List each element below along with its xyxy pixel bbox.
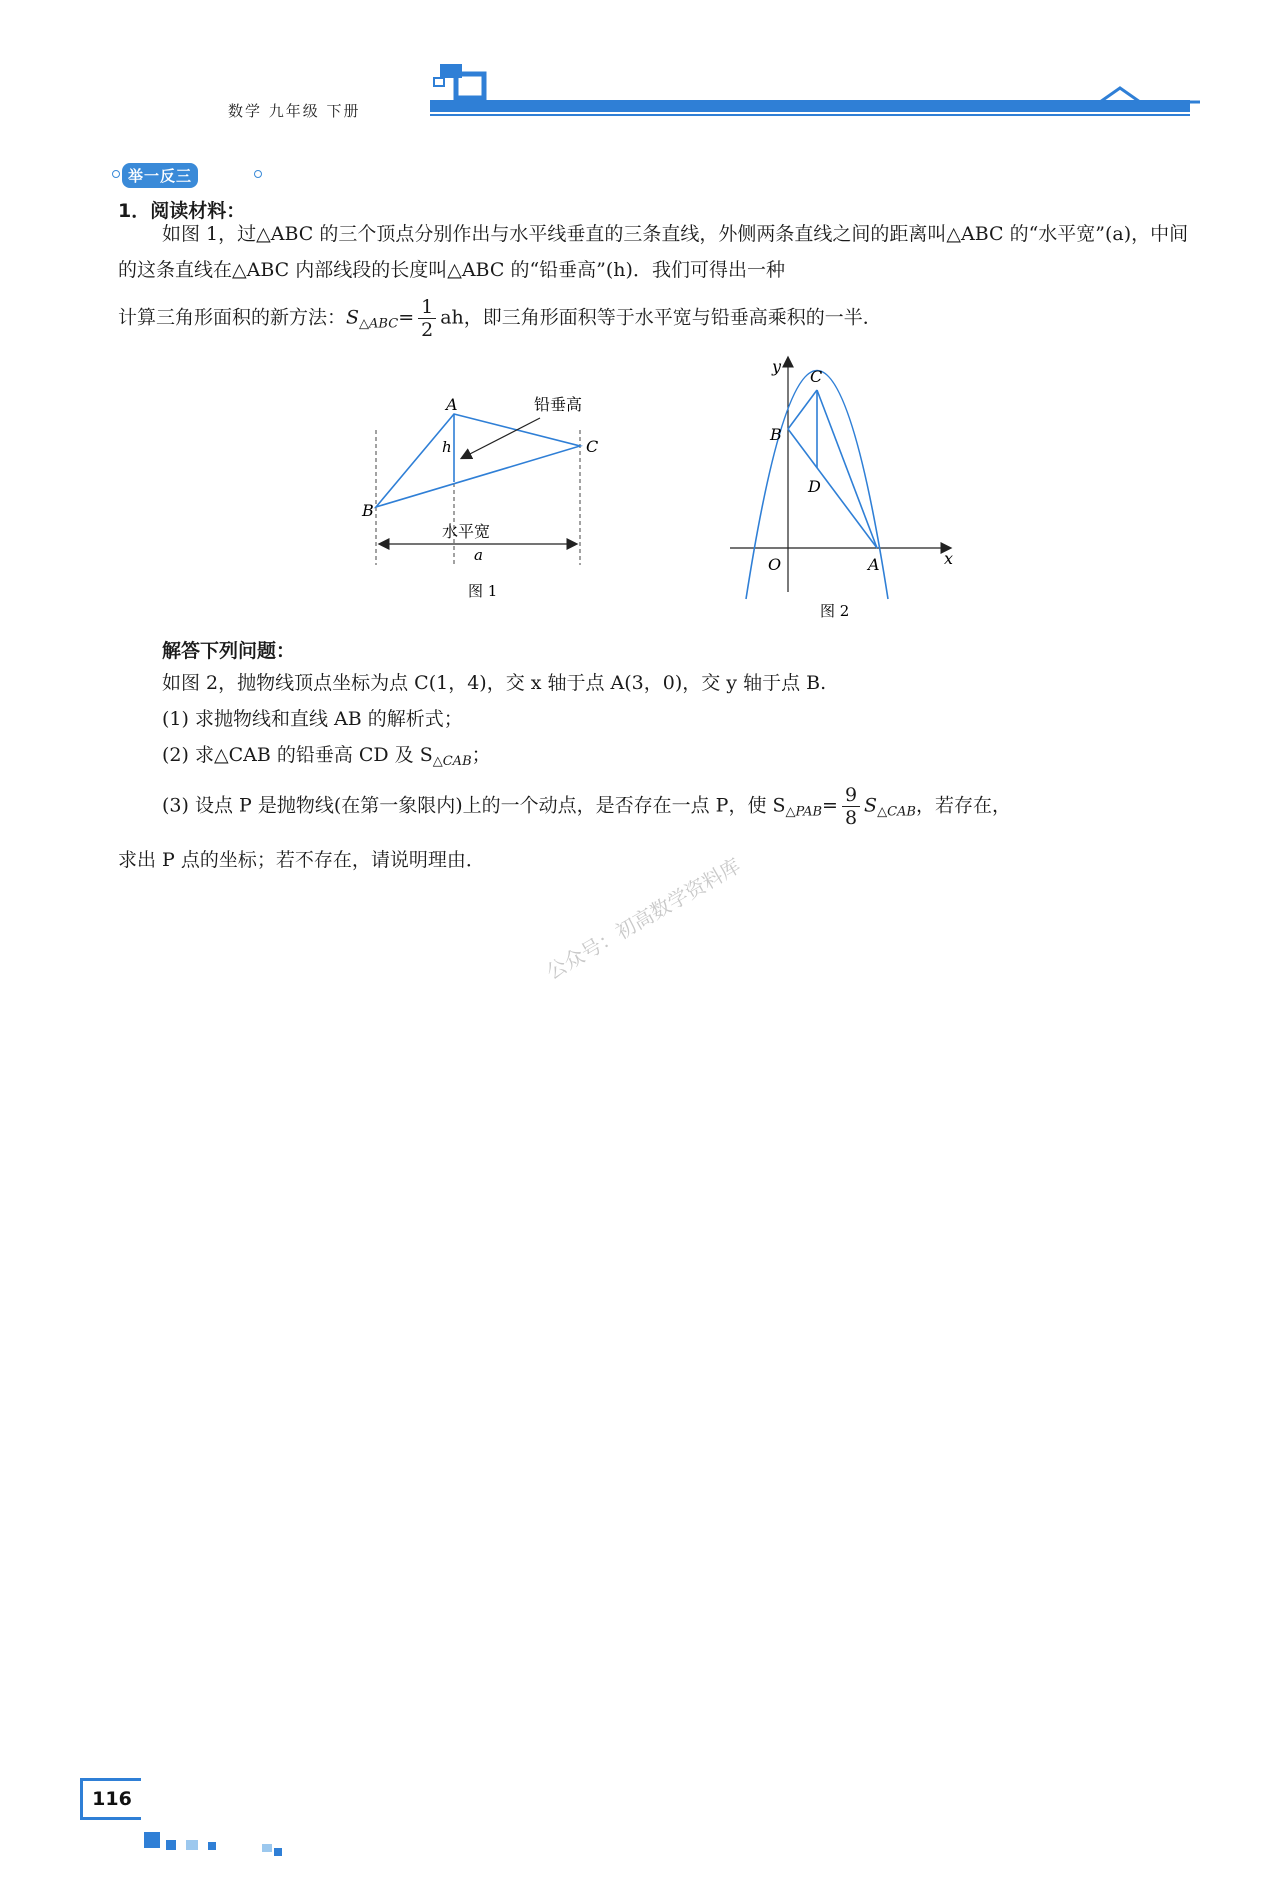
part2-text: (2) 求△CAB 的铅垂高 CD 及 S	[162, 744, 433, 766]
fig1-label-B: B	[362, 501, 374, 520]
formula-eq: =	[398, 306, 415, 329]
fig1-label-A: A	[446, 395, 458, 414]
fig1-label-h: h	[442, 438, 452, 456]
figure-1	[350, 380, 610, 610]
part3-eq: =	[822, 794, 838, 817]
fig2-label-O: O	[768, 555, 782, 574]
fig2-caption: 图 2	[820, 602, 850, 620]
question-part-2	[162, 740, 491, 769]
header-bar	[430, 100, 1190, 112]
fig2-label-y: y	[772, 357, 782, 376]
part3-num: 9	[842, 784, 860, 807]
part3-S2: S	[864, 794, 878, 817]
fig2-label-C: C	[810, 367, 823, 386]
triangle-abc	[376, 414, 580, 507]
part3-fraction	[842, 784, 860, 829]
formula-prefix: 计算三角形面积的新方法：	[118, 306, 347, 329]
question-intro: 如图 2，抛物线顶点坐标为点 C(1，4)，交 x 轴于点 A(3，0)，交 y 轴于点 B.	[162, 672, 827, 694]
fig1-label-a: a	[474, 546, 483, 564]
running-title: 数学 九年级 下册	[228, 102, 361, 120]
badge-dot-right	[254, 170, 262, 178]
fig1-caption: 图 1	[468, 582, 498, 600]
header-bar-thin	[430, 114, 1190, 116]
part3-text: (3) 设点 P 是抛物线(在第一象限内)上的一个动点，是否存在一点 P，使 S	[162, 794, 786, 817]
fig2-label-D: D	[808, 477, 821, 496]
solve-heading: 解答下列问题：	[162, 640, 296, 662]
question-title: 1．阅读材料：	[118, 200, 246, 222]
formula-sub: △ABC	[359, 316, 399, 332]
formula-fraction	[418, 296, 436, 341]
section-badge: 举一反三	[122, 163, 198, 188]
line-ab	[788, 429, 877, 548]
deco-square-1	[144, 1832, 160, 1848]
header-squares-icon	[430, 56, 500, 106]
frac-denominator: 2	[421, 319, 434, 341]
watermark: 公众号：初高数学资料库	[542, 853, 745, 985]
badge-dot-left	[112, 170, 120, 178]
reading-paragraph	[118, 216, 1198, 288]
question-part-3-cont: 求出 P 点的坐标；若不存在，请说明理由．	[118, 849, 485, 871]
page-number: 116	[80, 1778, 141, 1820]
fig1-label-shuiping: 水平宽	[442, 522, 491, 541]
part3-end: ，若存在，	[915, 794, 1011, 817]
deco-square-4	[208, 1842, 216, 1850]
figure-2	[720, 352, 960, 622]
formula-S: S	[346, 306, 360, 329]
part3-sub2: △CAB	[877, 804, 916, 820]
segment-bc	[788, 390, 817, 429]
fig1-label-C: C	[586, 437, 599, 456]
part2-sub: △CAB	[432, 754, 472, 769]
deco-square-5	[262, 1844, 272, 1852]
question-part-3	[162, 784, 1011, 829]
deco-square-3	[186, 1840, 198, 1850]
arrow-to-h	[462, 418, 540, 458]
deco-square-2	[166, 1840, 176, 1850]
question-part-1: (1) 求抛物线和直线 AB 的解析式；	[162, 708, 463, 730]
header-peak-icon	[1080, 84, 1200, 116]
fig2-label-x: x	[944, 549, 954, 568]
fig2-label-A: A	[868, 555, 880, 574]
area-formula-line	[118, 296, 882, 341]
part2-end: ；	[471, 744, 491, 766]
part3-sub1: △PAB	[785, 804, 823, 820]
part3-den: 8	[844, 807, 858, 829]
segment-ca	[817, 390, 877, 548]
deco-square-6	[274, 1848, 282, 1856]
fig2-label-B: B	[770, 425, 782, 444]
reading-text: 如图 1，过△ABC 的三个顶点分别作出与水平线垂直的三条直线，外侧两条直线之间的距离叫△ABC 的“水平宽”(a)，中间的这条直线在△ABC 内部线段的长度叫△ABC 的“铅垂高”(h)．我们可得出一种	[118, 223, 1189, 281]
frac-numerator: 1	[418, 296, 436, 319]
formula-rest: ah，即三角形面积等于水平宽与铅垂高乘积的一半．	[440, 306, 882, 329]
fig1-label-qianchui: 铅垂高	[534, 395, 583, 414]
